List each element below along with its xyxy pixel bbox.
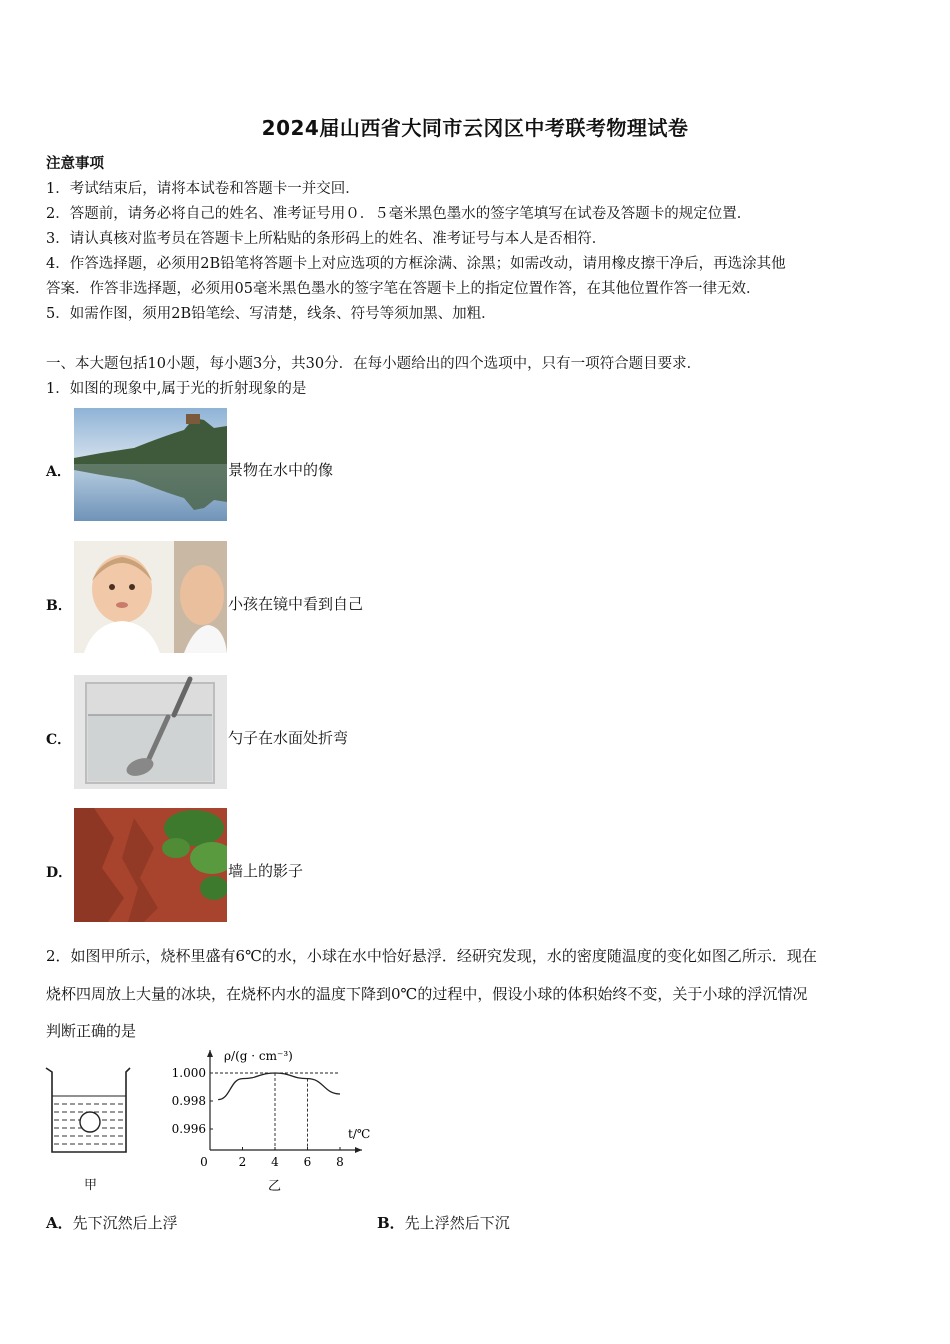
answer-a-letter: A． bbox=[46, 1214, 73, 1232]
figure-yi-label: 乙 bbox=[268, 1179, 282, 1194]
baby-mirror-image bbox=[74, 541, 227, 653]
chart-x-tick-label: 2 bbox=[238, 1155, 247, 1169]
chart-x-arrow bbox=[355, 1147, 362, 1153]
spoon-in-water-image bbox=[74, 675, 227, 789]
notes-heading: 注意事项 bbox=[46, 155, 104, 172]
page-title: 2024届山西省大同市云冈区中考联考物理试卷 bbox=[261, 116, 689, 140]
note-item: 答案．作答非选择题，必须用05毫米黑色墨水的签字笔在答题卡上的指定位置作答，在其他位置作答一律无效． bbox=[46, 281, 761, 297]
question-1-stem: 1．如图的现象中,属于光的折射现象的是 bbox=[46, 381, 307, 397]
option-b-letter: B． bbox=[46, 598, 72, 614]
wall-shadow-image bbox=[74, 808, 227, 922]
chart-y-tick-label: 1.000 bbox=[171, 1066, 206, 1080]
figure-jia-label: 甲 bbox=[84, 1178, 98, 1193]
chart-x-tick-label: 4 bbox=[271, 1155, 279, 1169]
note-item: 2．答题前，请务必将自己的姓名、准考证号用０．５毫米黑色墨水的签字笔填写在试卷及答题卡的规定位置． bbox=[46, 206, 752, 222]
answer-a[interactable] bbox=[46, 1212, 178, 1233]
note-item: 4．作答选择题，必须用2B铅笔将答题卡上对应选项的方框涂满、涂黑；如需改动，请用橡皮擦干净后，再选涂其他 bbox=[46, 256, 786, 272]
chart-x-tick-label: 8 bbox=[336, 1155, 344, 1169]
lake-reflection-image bbox=[74, 408, 227, 521]
note-item: 3．请认真核对监考员在答题卡上所粘贴的条形码上的姓名、准考证号与本人是否相符． bbox=[46, 231, 607, 247]
chart-x-axis-label: t/℃ bbox=[348, 1127, 371, 1141]
chart-y-axis-label: ρ/(g · cm⁻³) bbox=[224, 1049, 293, 1063]
question-2-line: 2．如图甲所示，烧杯里盛有6℃的水，小球在水中恰好悬浮．经研究发现，水的密度随温度的变化如图乙所示．现在 bbox=[46, 947, 817, 965]
note-item: 5．如需作图，须用2B铅笔绘、写清楚，线条、符号等须加黑、加粗． bbox=[46, 306, 496, 322]
note-item: 1．考试结束后，请将本试卷和答题卡一并交回． bbox=[46, 181, 360, 197]
answer-a-text: 先下沉然后上浮 bbox=[72, 1214, 178, 1232]
option-b-text: 小孩在镜中看到自己 bbox=[228, 595, 364, 613]
option-c-text: 勺子在水面处折弯 bbox=[228, 729, 349, 747]
chart-y-arrow bbox=[207, 1050, 213, 1057]
option-a-letter: A． bbox=[46, 464, 71, 480]
chart-x-tick-label: 6 bbox=[303, 1155, 312, 1169]
option-a-text: 景物在水中的像 bbox=[228, 461, 334, 479]
density-curve bbox=[218, 1073, 340, 1100]
option-d-letter: D． bbox=[46, 865, 73, 881]
beaker-figure bbox=[42, 1066, 134, 1156]
section-heading: 一、本大题包括10小题，每小题3分，共30分．在每小题给出的四个选项中，只有一项符合题目要求． bbox=[46, 356, 702, 372]
chart-y-tick-label: 0.998 bbox=[171, 1094, 206, 1108]
question-2-line: 判断正确的是 bbox=[46, 1022, 137, 1040]
answer-b-letter: B． bbox=[377, 1214, 405, 1232]
option-c-letter: C． bbox=[46, 732, 72, 748]
density-chart bbox=[165, 1046, 380, 1194]
option-d-text: 墙上的影子 bbox=[228, 862, 304, 880]
chart-y-tick-label: 0.996 bbox=[171, 1122, 206, 1136]
answer-b[interactable] bbox=[377, 1212, 510, 1233]
question-2-line: 烧杯四周放上大量的冰块，在烧杯内水的温度下降到0℃的过程中，假设小球的体积始终不变，关于小球的浮沉情况 bbox=[46, 985, 808, 1003]
chart-x-tick-label: 0 bbox=[200, 1155, 208, 1169]
answer-b-text: 先上浮然后下沉 bbox=[404, 1214, 510, 1232]
